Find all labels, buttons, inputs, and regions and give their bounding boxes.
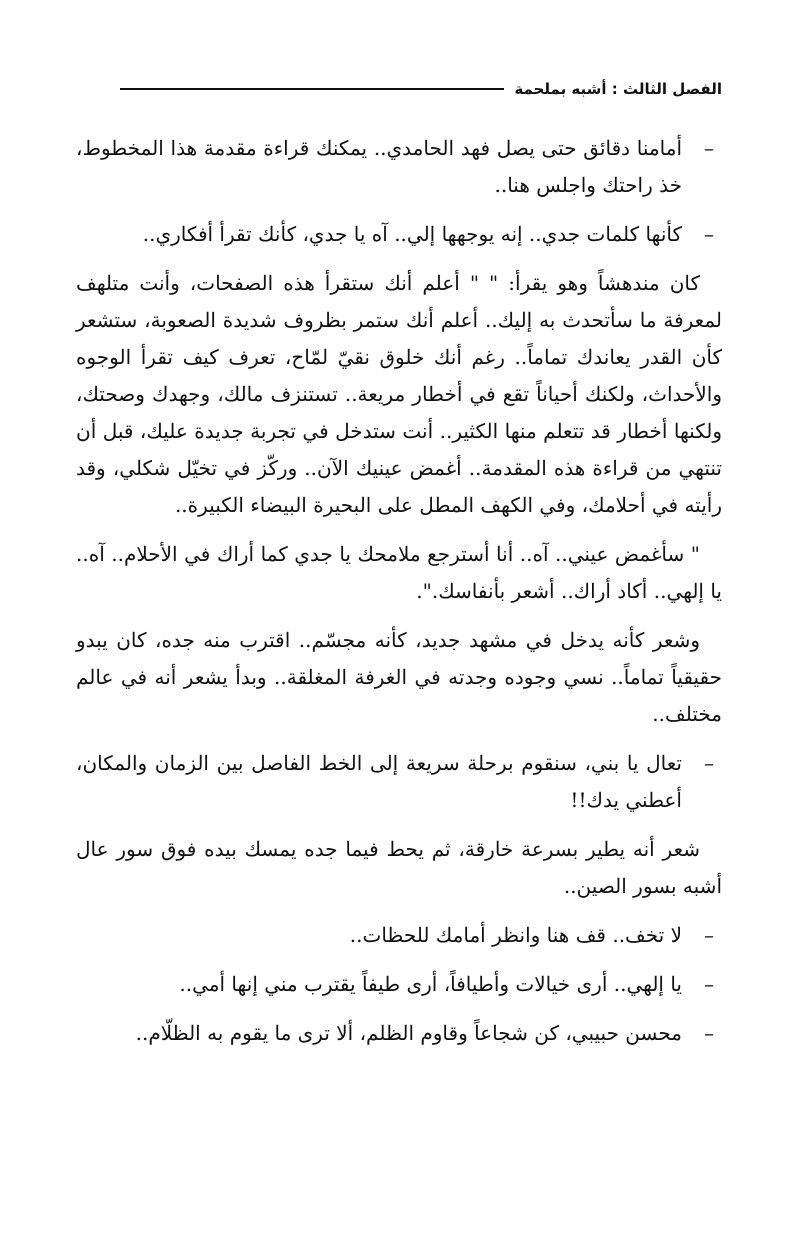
narrative-paragraph: شعر أنه يطير بسرعة خارقة، ثم يحط فيما جده يمسك بيده فوق سور عال أشبه بسور الصين.. — [76, 837, 722, 898]
dialogue-text: تعال يا بني، سنقوم برحلة سريعة إلى الخط الفاصل بين الزمان والمكان، أعطني يدك!! — [76, 751, 682, 812]
dialogue-line — [76, 917, 722, 954]
page-body — [76, 130, 722, 1064]
dialogue-text: أمامنا دقائق حتى يصل فهد الحامدي.. يمكنك قراءة مقدمة هذا المخطوط، خذ راحتك واجلس هنا.. — [76, 136, 682, 197]
dialogue-text: يا إلهي.. أرى خيالات وأطيافاً، أرى طيفاً يقترب مني إنها أمي.. — [179, 972, 682, 996]
dialogue-dash: – — [704, 923, 714, 947]
dialogue-text: كأنها كلمات جدي.. إنه يوجهها إلي.. آه يا جدي، كأنك تقرأ أفكاري.. — [142, 222, 682, 246]
header-rule — [120, 88, 504, 90]
dialogue-line — [76, 966, 722, 1003]
dialogue-dash: – — [704, 751, 714, 775]
narrative-paragraph: كان مندهشاً وهو يقرأ: " " أعلم أنك ستقرأ هذه الصفحات، وأنت متلهف لمعرفة ما سأتحدث به إليك.. أعلم أنك ستمر بظروف شديدة الصعوبة، ستشعر كأن القدر يعاندك تماماً.. رغم أنك خلوق نقيّ لمّاح، تعرف كيف تقرأ الوجوه والأحداث، ولكنك أحياناً تقع في أخطار مريعة.. تستنزف مالك، وجهدك وصحتك، ولكنها أخطار قد تتعلم منها الكثير.. أنت ستدخل في تجربة جديدة عليك، قبل أن تنتهي من قراءة هذه المقدمة.. أغمض عينيك الآن.. وركّز في تخيّل شكلي، وقد رأيته في أحلامك، وفي الكهف المطل على البحيرة البيضاء الكبيرة.. — [76, 271, 722, 517]
dialogue-line — [76, 745, 722, 819]
dialogue-line — [76, 130, 722, 204]
chapter-title: الفصل الثالث : أشبه بملحمة — [514, 80, 722, 98]
running-header — [120, 80, 722, 98]
narrative-paragraph: " سأغمض عيني.. آه.. أنا أسترجع ملامحك يا جدي كما أراك في الأحلام.. آه.. يا إلهي.. أكاد أراك.. أشعر بأنفاسك.". — [76, 542, 722, 603]
dialogue-dash: – — [704, 972, 714, 996]
dialogue-text: محسن حبيبي، كن شجاعاً وقاوم الظلم، ألا ترى ما يقوم به الظلّام.. — [135, 1021, 682, 1045]
dialogue-dash: – — [704, 222, 714, 246]
narrative-paragraph: وشعر كأنه يدخل في مشهد جديد، كأنه مجسّم.. اقترب منه جده، كان يبدو حقيقياً تماماً.. نسي وجوده وجدته في الغرفة المغلقة.. وبدأ يشعر أنه في عالم مختلف.. — [76, 628, 722, 726]
dialogue-line — [76, 1015, 722, 1052]
dialogue-text: لا تخف.. قف هنا وانظر أمامك للحظات.. — [349, 923, 682, 947]
dialogue-dash: – — [704, 136, 714, 160]
dialogue-line — [76, 216, 722, 253]
dialogue-dash: – — [704, 1021, 714, 1045]
